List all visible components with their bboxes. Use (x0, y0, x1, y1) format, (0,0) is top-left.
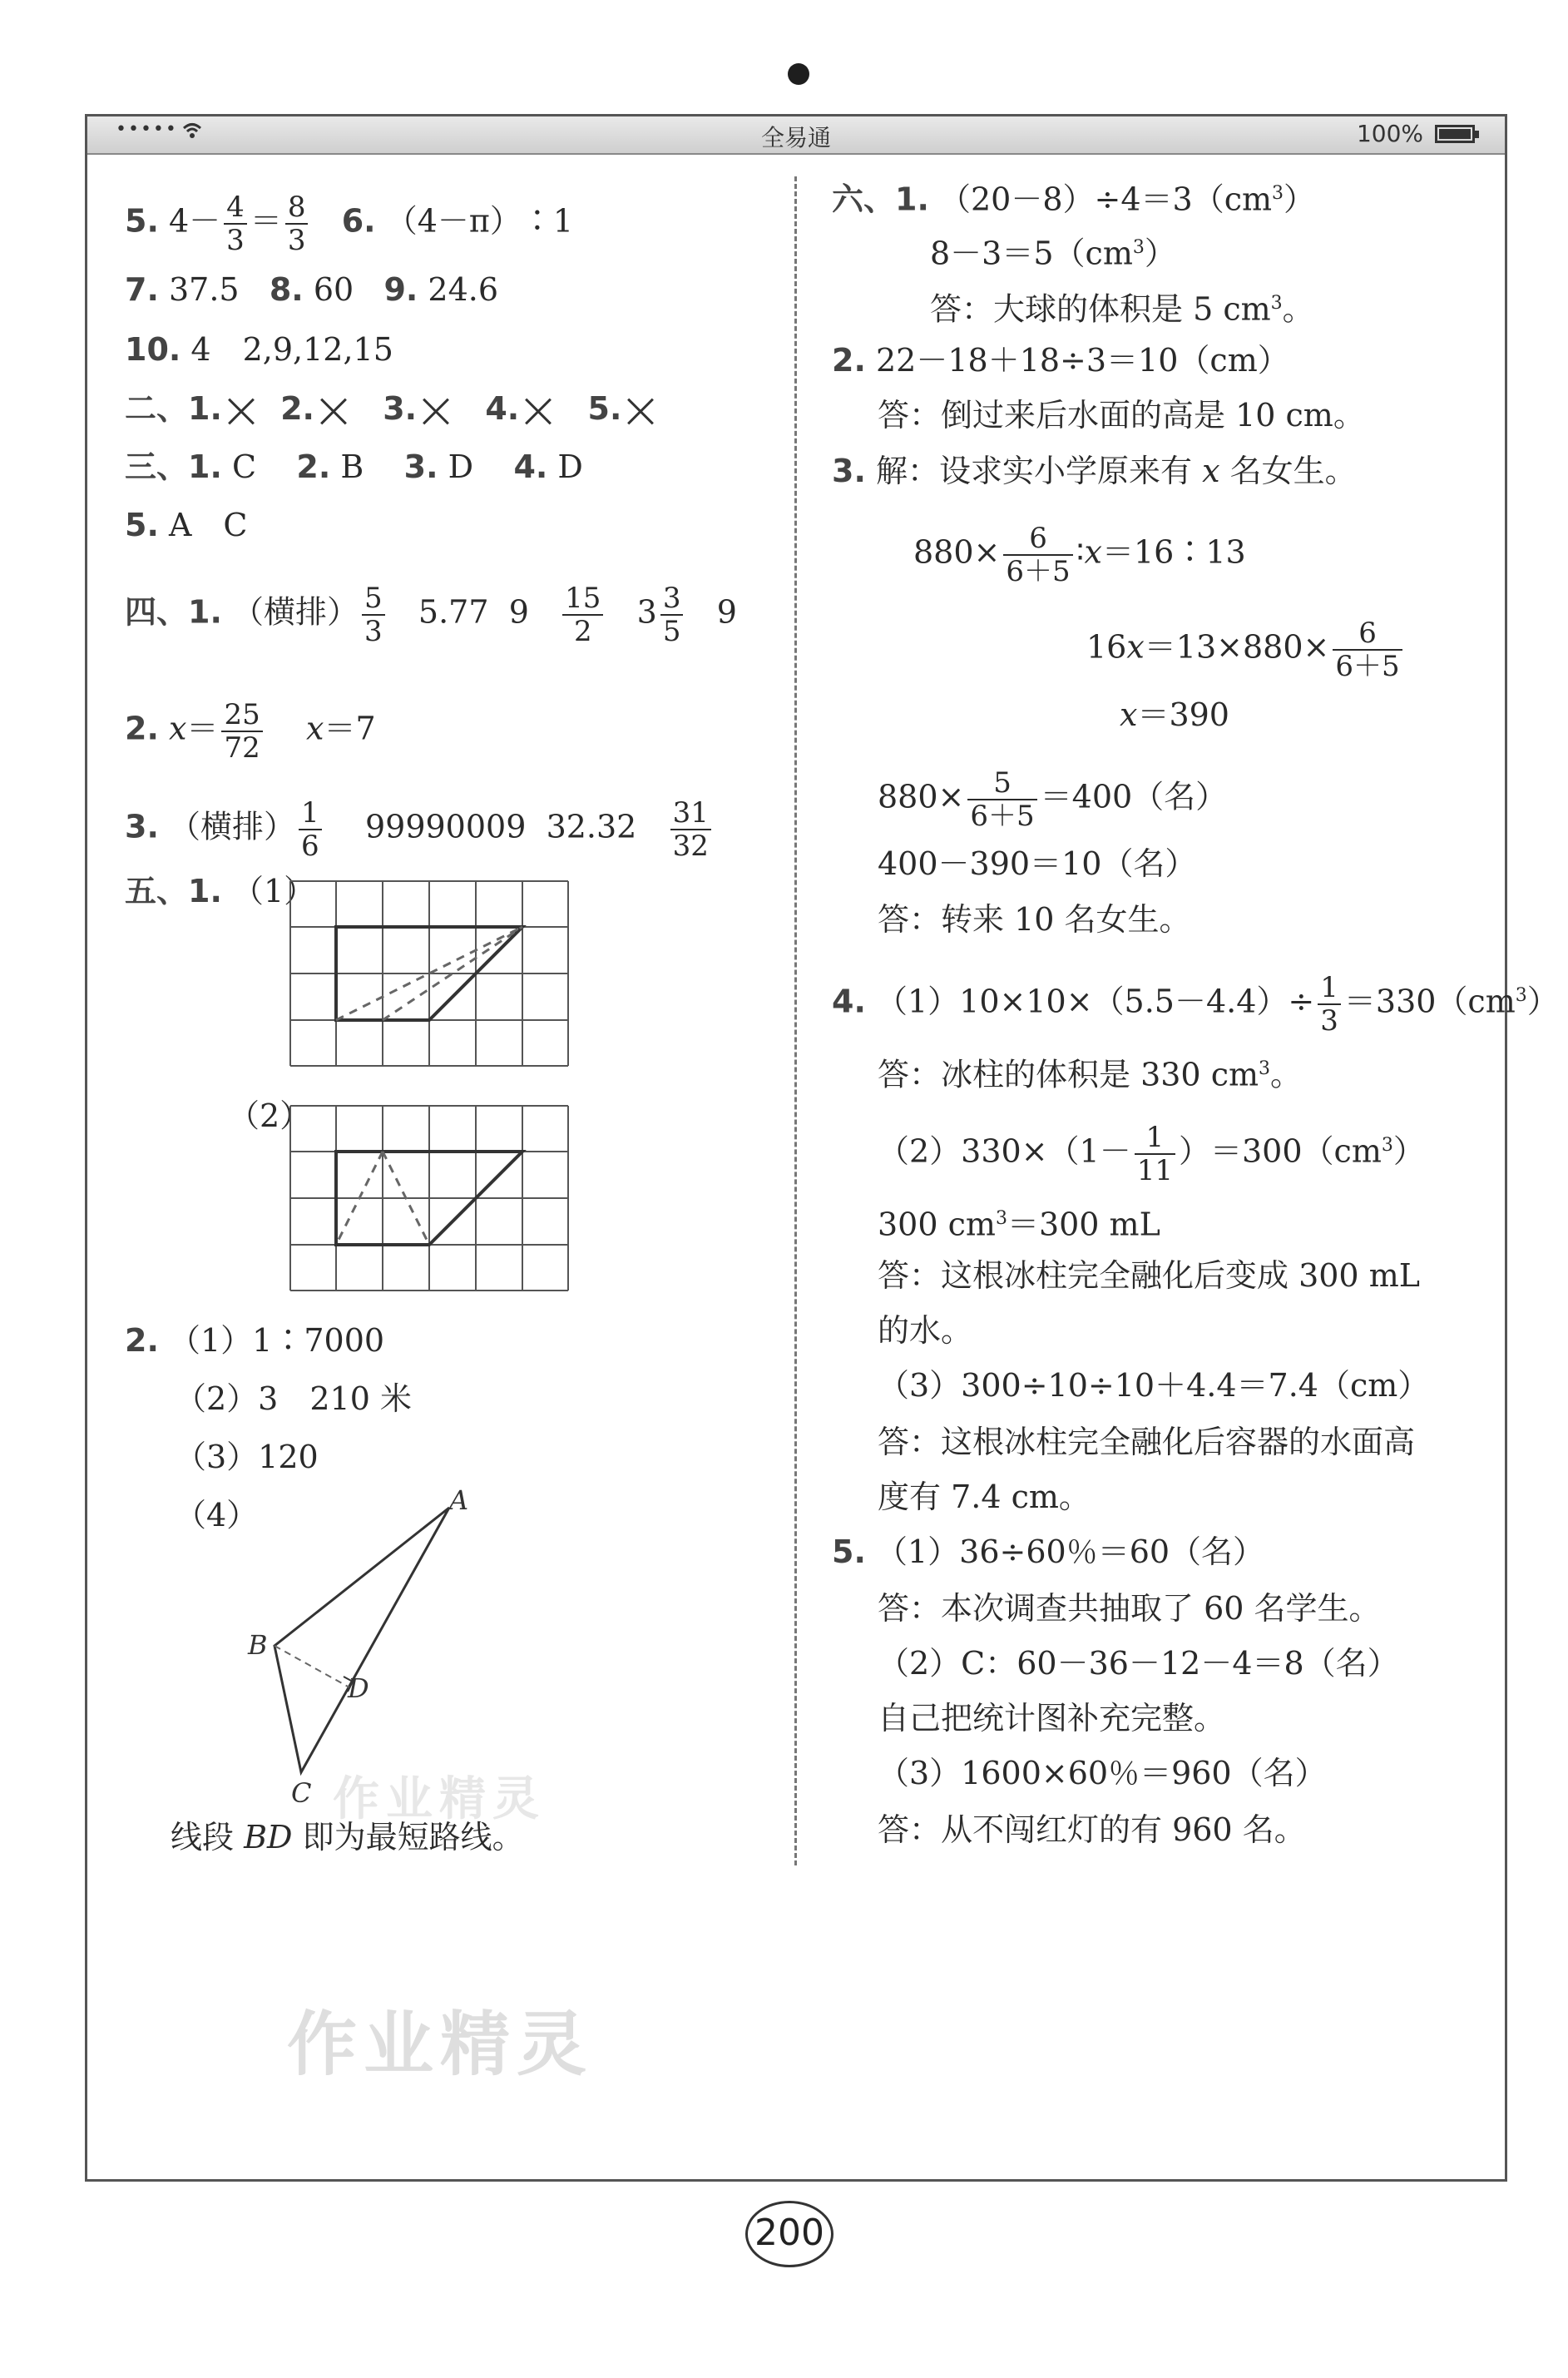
answer-line: 10. 4 2,9,12,15 (125, 331, 393, 368)
answer-line: 2. x＝ $\frac{25}{72}$ x＝7 (125, 698, 376, 765)
answer-line: （2）C：60－36－12－4＝8（名） (878, 1645, 1399, 1682)
answer-line: 880× $\frac{5}{6+5}$ ＝400（名） (878, 766, 1228, 833)
answer-line: （2）3 210 米 (175, 1380, 412, 1417)
fraction: $\frac{8}{3}$ (285, 191, 309, 256)
answer-line: 二、1. 2. 3. 4. 5. (125, 389, 660, 428)
answer-line: 三、1. C 2. B 3. D 4. D (125, 448, 583, 485)
answer-line: 答：大球的体积是 5 $cm^3$。 (930, 290, 1314, 328)
cross-mark-icon (319, 398, 348, 426)
answer-line: 六、1. $(20-8)\div 4=3(cm^3)$ (832, 181, 1316, 218)
vertex-label-c: C (291, 1777, 312, 1809)
answer-line: 自己把统计图补充完整。 (878, 1700, 1226, 1736)
answer-line: 7. 37.5 8. 60 9. 24.6 (125, 271, 499, 308)
answer-line: 的水。 (878, 1312, 973, 1349)
vertex-label-b: B (248, 1629, 268, 1661)
column-divider (794, 176, 797, 1865)
answer-line: 五、1. （1） (125, 873, 316, 909)
cross-mark-icon (227, 398, 255, 426)
answer-line: 答：这根冰柱完全融化后容器的水面高 (878, 1424, 1416, 1460)
grid-figure-1 (289, 880, 569, 1067)
fraction: $\frac{4}{3}$ (224, 191, 247, 256)
answer-line: 16x＝13×880× $\frac{6}{6+5}$ (1086, 617, 1406, 682)
cross-mark-icon (422, 398, 450, 426)
battery-percent: 100% (1356, 120, 1423, 147)
answer-line: 答：从不闯红灯的有 960 名。 (878, 1811, 1306, 1848)
answer-line: 答：转来 10 名女生。 (878, 901, 1191, 938)
answer-line: 4. （1）10×10×（5.5－4.4）÷ $\frac{1}{3}$ $=330(cm^3)$ (832, 971, 1559, 1038)
answer-line: 答：冰柱的体积是 330 $cm^3$。 (878, 1056, 1303, 1093)
answer-line: （2） (228, 1097, 312, 1134)
cross-mark-icon (524, 398, 552, 426)
answer-line: 3. （横排） $\frac{1}{6}$ 99990009 32.32 $\frac{31}{32}$ (125, 797, 715, 862)
answer-line: 答：本次调查共抽取了 60 名学生。 (878, 1590, 1381, 1627)
answer-line: 400－390＝10（名） (878, 845, 1197, 882)
cross-mark-icon (626, 398, 655, 426)
page-number: 200 (745, 2201, 833, 2267)
watermark: 作业精灵 (287, 2004, 594, 2085)
answer-line: 答：倒过来后水面的高是 10 cm。 (878, 397, 1365, 433)
watermark: 作业精灵 (333, 1772, 546, 1826)
answer-line: 3. 解：设求实小学原来有 x 名女生。 (832, 453, 1357, 489)
signal-icon: ••••• (116, 119, 178, 140)
answer-line: 2. （1）1∶7000 (125, 1322, 385, 1359)
answer-line: （3）120 (175, 1439, 319, 1475)
answer-line: （2）330×（1－ $\frac{1}{11}$ ）$=300(cm^3)$ (878, 1121, 1425, 1187)
vertex-label-a: A (449, 1489, 469, 1516)
answer-line: 线段 BD 即为最短路线。 (171, 1819, 524, 1855)
answer-line: 5. A C (125, 507, 248, 543)
answer-line: $8-3=5(cm^3)$ (930, 235, 1176, 272)
answer-line: （3）1600×60％＝960（名） (878, 1755, 1327, 1791)
app-title: 全易通 (760, 124, 831, 151)
answer-line: 5. （1）36÷60％＝60（名） (832, 1533, 1265, 1570)
answer-line: （4） (175, 1497, 259, 1533)
grid-figure-2 (289, 1105, 569, 1291)
camera-dot (788, 63, 809, 85)
status-bar (87, 116, 1505, 155)
answer-line: （3）300÷10÷10＋4.4＝7.4（cm） (878, 1367, 1430, 1404)
answer-line: 四、1. （横排） $\frac{5}{3}$ 5.77 9 $\frac{15}{2}$ 3 $\frac{3}{5}$ 9 (125, 582, 737, 648)
answer-line: 5. 4－ $\frac{4}{3}$ ＝ $\frac{8}{3}$ 6. （4－π）∶1 (125, 191, 574, 257)
answer-line: x＝390 (1120, 696, 1229, 733)
answer-line: 300 $cm^3=300$ mL (878, 1206, 1160, 1243)
answer-line: 880× $\frac{6}{6+5}$ ∶x＝16∶13 (913, 522, 1246, 588)
answer-line: 2. 22－18＋18÷3＝10（cm） (832, 342, 1289, 379)
answer-line: 度有 7.4 cm。 (878, 1479, 1091, 1515)
answer-line: 答：这根冰柱完全融化后变成 300 mL (878, 1257, 1420, 1294)
vertex-label-d: D (348, 1672, 369, 1704)
battery-icon (1435, 125, 1475, 143)
